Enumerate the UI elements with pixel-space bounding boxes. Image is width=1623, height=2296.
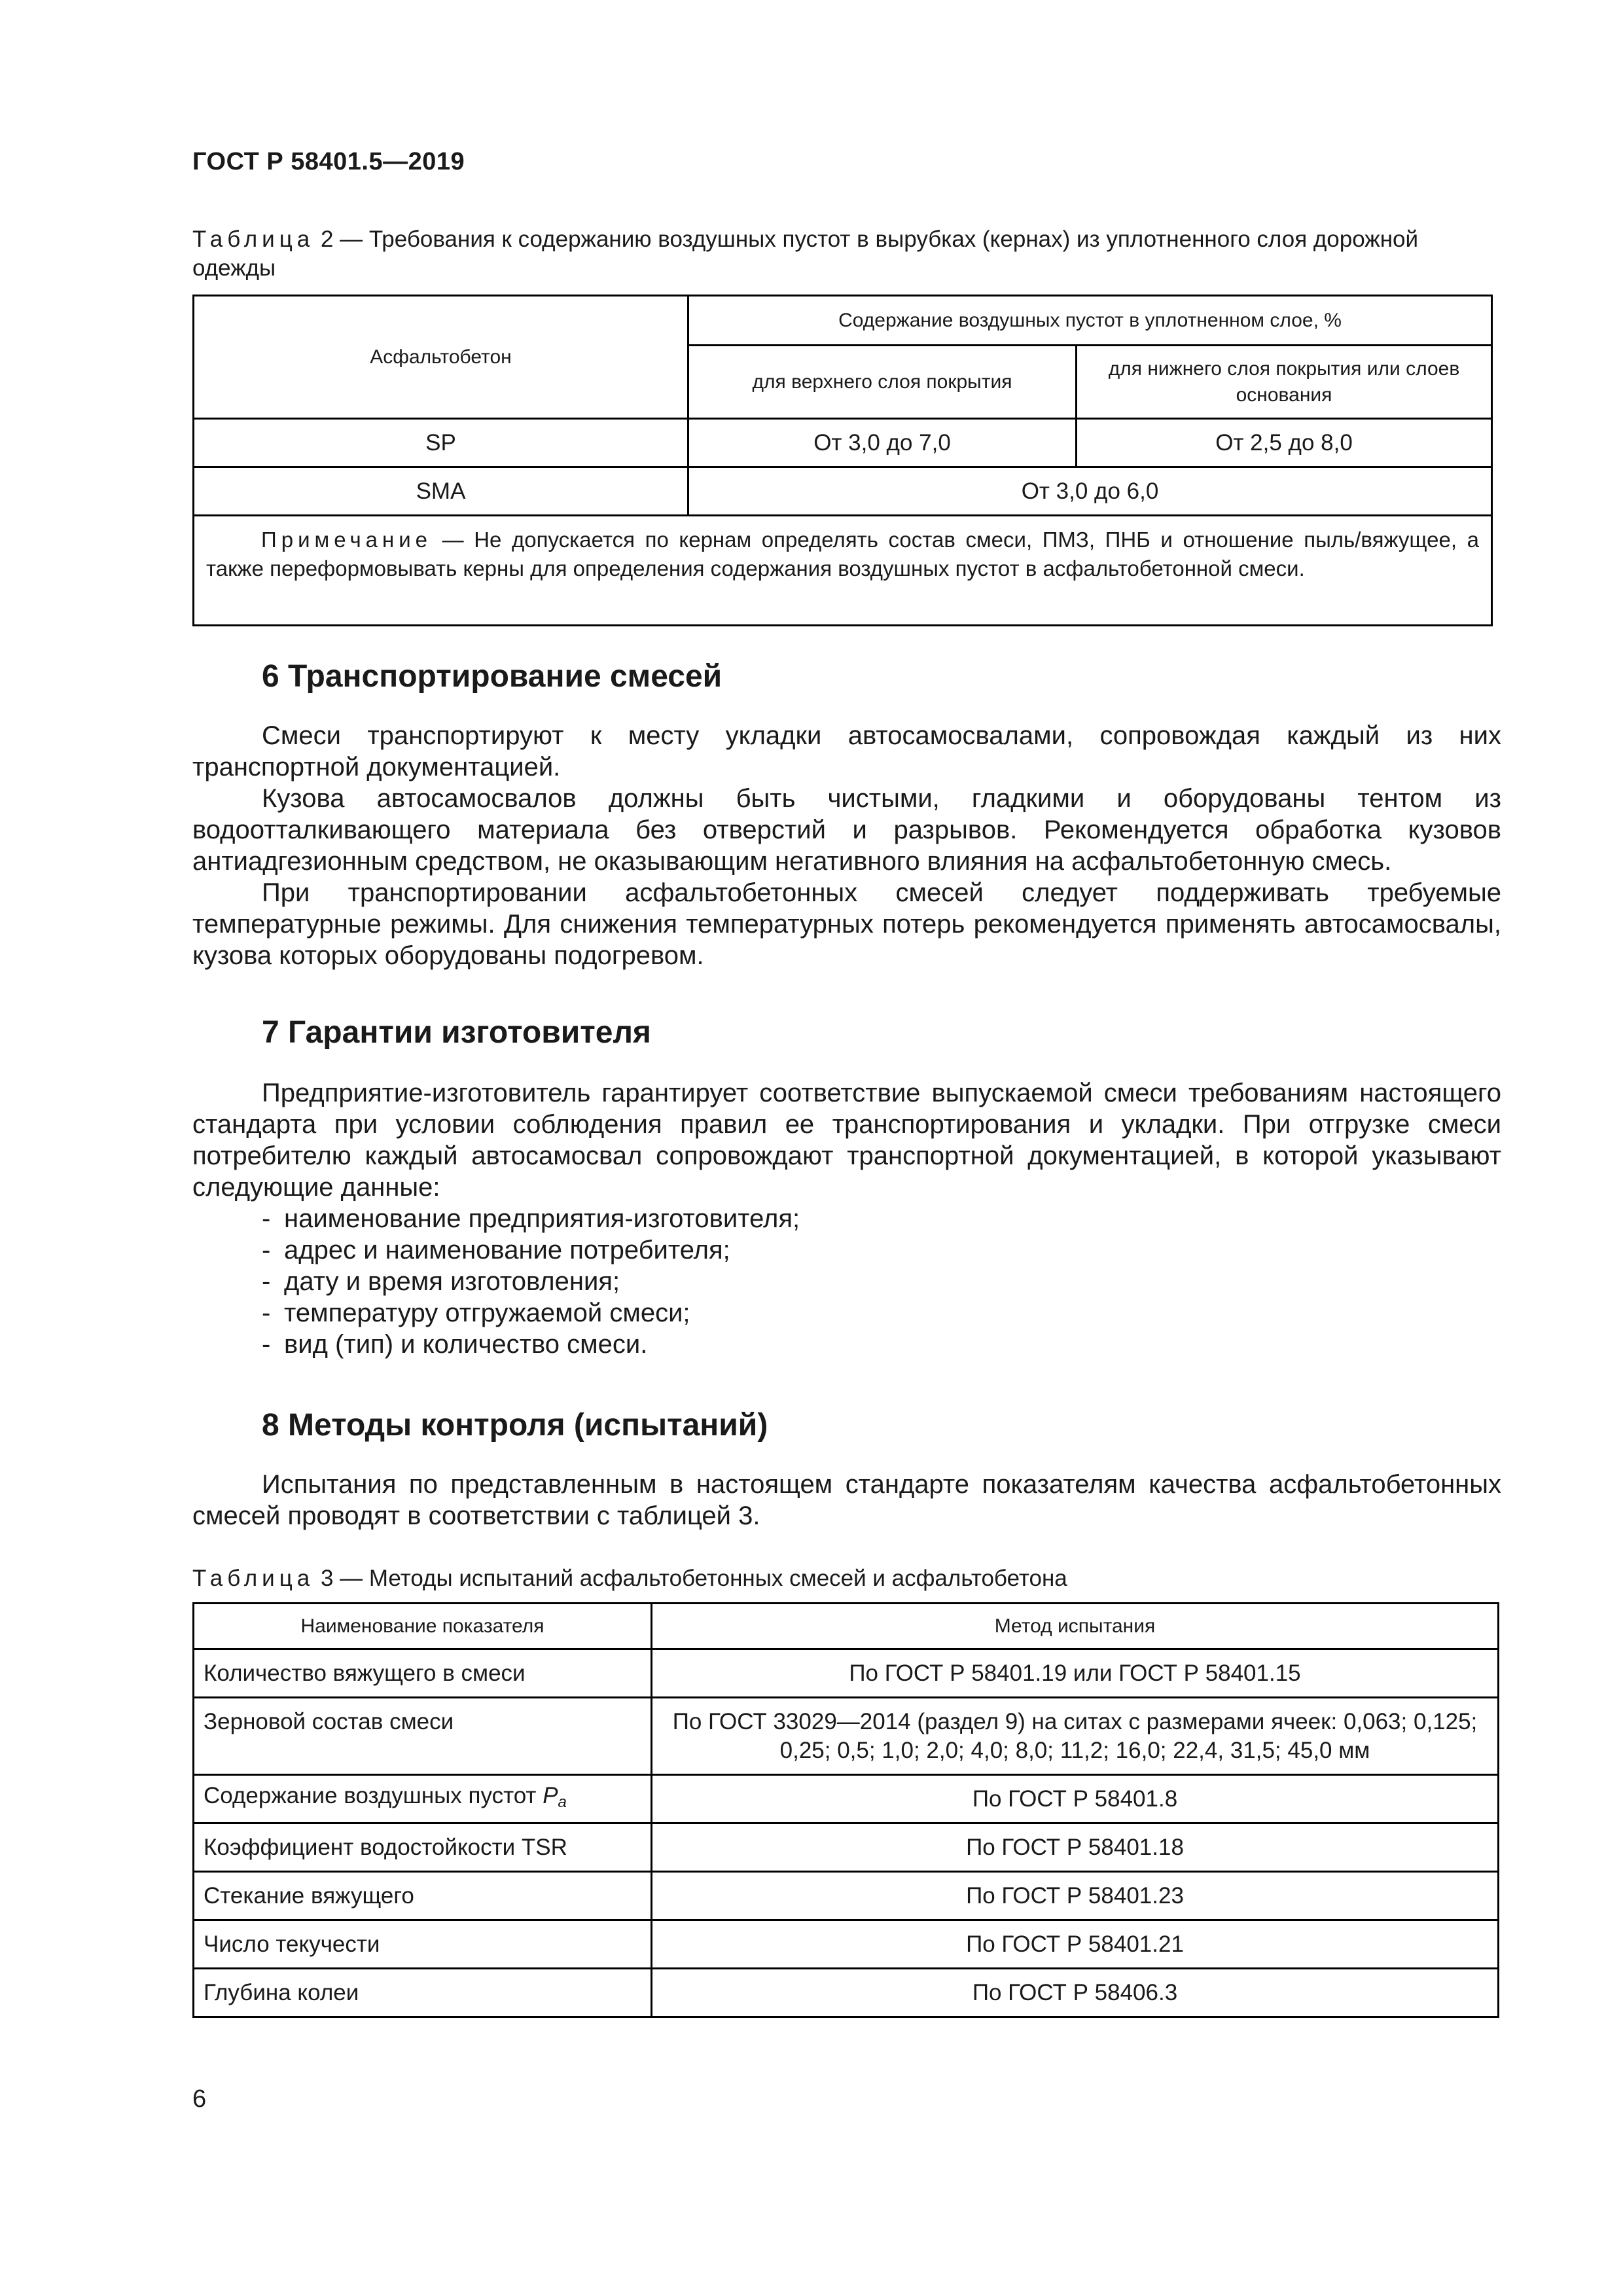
table3-cell-name: Стекание вяжущего: [194, 1872, 652, 1920]
table3-cell-name: Содержание воздушных пустот $P_a$: [194, 1775, 652, 1823]
section6-paragraph-3: При транспортировании асфальтобетонных смесей следует поддерживать требуемые температурные режимы. Для снижения температурных потерь рекомендуется применять автосамосвалы, кузова которых оборудованы подогревом.: [192, 878, 1501, 970]
table3-cell-name: Число текучести: [194, 1920, 652, 1969]
list-item: - адрес и наименование потребителя;: [262, 1236, 730, 1265]
table3-cell-name: Зерновой состав смеси: [194, 1698, 652, 1775]
table2-cell-name: SMA: [194, 467, 688, 516]
table3-header-method: Метод испытания: [652, 1604, 1499, 1649]
table3-cell-method: По ГОСТ Р 58401.8: [652, 1775, 1499, 1823]
air-voids-subscript: a: [558, 1793, 567, 1811]
table2-caption-text: 2 — Требования к содержанию воздушных пустот в вырубках (кернах) из уплотненного слоя дорожной одежды: [192, 226, 1419, 281]
table3-caption-text: 3 — Методы испытаний асфальтобетонных смесей и асфальтобетона: [314, 1566, 1067, 1591]
table-row: [194, 1872, 1499, 1920]
table3-header-name: Наименование показателя: [194, 1604, 652, 1649]
table2-header-asphalt: Асфальтобетон: [194, 296, 688, 419]
table2: [192, 295, 1493, 626]
table3: [192, 1602, 1499, 2018]
table-row: [194, 1775, 1499, 1823]
table2-caption: [192, 225, 1501, 283]
table3-cell-name: Глубина колеи: [194, 1969, 652, 2017]
table-row: [194, 1920, 1499, 1969]
table-row: [194, 1969, 1499, 2017]
page-number: 6: [192, 2085, 207, 2113]
air-voids-symbol: P: [543, 1782, 558, 1808]
section8-paragraph: Испытания по представленным в настоящем стандарте показателям качества асфальтобетонных смесей проводят в соответствии с таблицей 3.: [192, 1470, 1501, 1530]
section7-paragraph: Предприятие-изготовитель гарантирует соответствие выпускаемой смеси требованиям настоящего стандарта при условии соблюдения правил ее транспортирования и укладки. При отгрузке смеси потребителю каждый автосамосвал сопровождают транспортной документацией, в которой указывают следующие данные:: [192, 1079, 1501, 1202]
table2-note-label: Примечание: [261, 528, 433, 552]
table3-cell-method: По ГОСТ Р 58406.3: [652, 1969, 1499, 2017]
table-row: [194, 467, 1492, 516]
table2-note-text: — Не допускается по кернам определять состав смеси, ПМЗ, ПНБ и отношение пыль/вяжущее, а также переформовывать керны для определения содержания воздушных пустот в асфальтобетонной смеси.: [206, 528, 1479, 581]
table2-cell-merged: От 3,0 до 6,0: [688, 467, 1492, 516]
table3-cell-method: По ГОСТ Р 58401.21: [652, 1920, 1499, 1969]
table-row: [194, 1698, 1499, 1775]
document-code: ГОСТ Р 58401.5—2019: [192, 148, 465, 175]
table-row: [194, 1649, 1499, 1698]
section6-paragraph-1: Смеси транспортируют к месту укладки автосамосвалами, сопровождая каждый из них транспортной документацией.: [192, 721, 1501, 781]
table3-cell-name: Количество вяжущего в смеси: [194, 1649, 652, 1698]
table3-cell-method: По ГОСТ Р 58401.23: [652, 1872, 1499, 1920]
table2-cell-bottom: От 2,5 до 8,0: [1077, 419, 1492, 467]
list-item: - наименование предприятия-изготовителя;: [262, 1204, 800, 1233]
table2-caption-label: Таблица: [192, 226, 315, 252]
table3-cell-name: Коэффициент водостойкости TSR: [194, 1823, 652, 1872]
table2-header-group: Содержание воздушных пустот в уплотненном слое, %: [688, 296, 1492, 346]
section8-title: 8 Методы контроля (испытаний): [262, 1408, 768, 1443]
table3-cell-method: По ГОСТ 33029—2014 (раздел 9) на ситах с размерами ячеек: 0,063; 0,125; 0,25; 0,5; 1,0; 2,0; 4,0; 8,0; 11,2; 16,0; 22,4, 31,5; 45,0 мм: [652, 1698, 1499, 1775]
table3-cell-method: По ГОСТ Р 58401.18: [652, 1823, 1499, 1872]
table3-caption: [192, 1564, 1501, 1593]
table-row: [194, 419, 1492, 467]
table2-header-bottom-layer: для нижнего слоя покрытия или слоев основания: [1077, 346, 1492, 419]
table3-caption-label: Таблица: [192, 1566, 315, 1591]
section6-title: 6 Транспортирование смесей: [262, 659, 722, 694]
section7-title: 7 Гарантии изготовителя: [262, 1015, 651, 1050]
table2-header-top-layer: для верхнего слоя покрытия: [688, 346, 1077, 419]
table-row: [194, 1823, 1499, 1872]
list-item: - температуру отгружаемой смеси;: [262, 1299, 690, 1327]
list-item: - дату и время изготовления;: [262, 1267, 620, 1296]
section7-list: [192, 1203, 1501, 1360]
table2-note: [194, 516, 1492, 626]
table2-cell-name: SP: [194, 419, 688, 467]
list-item: - вид (тип) и количество смеси.: [262, 1330, 648, 1359]
table2-cell-top: От 3,0 до 7,0: [688, 419, 1077, 467]
table3-cell-method: По ГОСТ Р 58401.19 или ГОСТ Р 58401.15: [652, 1649, 1499, 1698]
section6-paragraph-2: Кузова автосамосвалов должны быть чистыми, гладкими и оборудованы тентом из водоотталкивающего материала без отверстий и разрывов. Рекомендуется обработка кузовов антиадгезионным средством, не оказывающим негативного влияния на асфальтобетонную смесь.: [192, 784, 1501, 876]
